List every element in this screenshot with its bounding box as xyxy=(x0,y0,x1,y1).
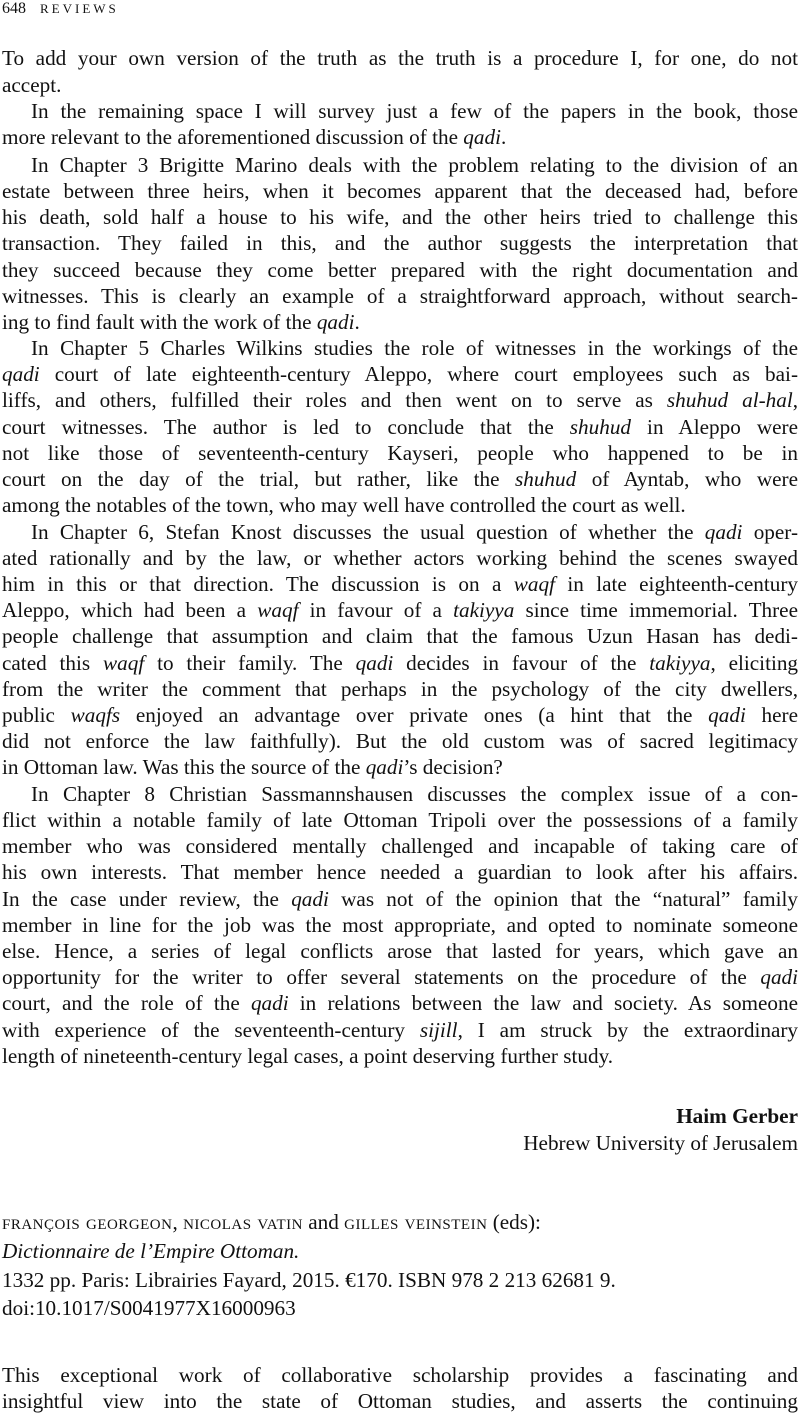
text-line: in Ottoman law. Was this the source of the qadi’s decision? xyxy=(2,755,503,779)
text-line: liffs, and others, fulfilled their roles and then went on to serve as shuhud al-hal, xyxy=(2,388,799,412)
text-line: him in this or that direction. The discussion is on a waqf in late eighteenth-century xyxy=(2,572,798,596)
text-line: In Chapter 6, Stefan Knost discusses the usual question of whether the qadi oper- xyxy=(31,520,798,544)
text-line: court witnesses. The author is led to conclude that the shuhud in Aleppo were xyxy=(2,415,798,439)
text-line: Aleppo, which had been a waqf in favour of a takiyya since time immemorial. Three xyxy=(2,598,798,622)
running-header xyxy=(2,0,119,18)
journal-section: REVIEWS xyxy=(40,1,119,16)
text-line: more relevant to the aforementioned discussion of the qadi. xyxy=(2,125,507,149)
text-line: In Chapter 8 Christian Sassmannshausen discusses the complex issue of a con- xyxy=(31,782,798,806)
doi: doi:10.1017/S0041977X16000963 xyxy=(2,1296,296,1320)
text-line: else. Hence, a series of legal conflicts arose that lasted for years, which gave an xyxy=(2,939,798,963)
text-line: To add your own version of the truth as the truth is a procedure I, for one, do not xyxy=(2,46,798,70)
page-number: 648 xyxy=(2,0,26,17)
text-line: his own interests. That member hence needed a guardian to look after his affairs. xyxy=(2,860,798,884)
book-title: Dictionnaire de l’Empire Ottoman. xyxy=(2,1239,300,1263)
text-line: people challenge that assumption and claim that the famous Uzun Hasan has dedi- xyxy=(2,624,798,648)
text-line: insightful view into the state of Ottoman studies, and asserts the continuing xyxy=(2,1389,798,1413)
text-line: from the writer the comment that perhaps in the psychology of the city dwellers, xyxy=(2,677,798,701)
text-line: court on the day of the trial, but rather, like the shuhud of Ayntab, who were xyxy=(2,467,798,491)
text-line: In Chapter 5 Charles Wilkins studies the role of witnesses in the workings of the xyxy=(31,336,798,360)
text-line: his death, sold half a house to his wife, and the other heirs tried to challenge this xyxy=(2,205,798,229)
text-line: ated rationally and by the law, or whether actors working behind the scenes swayed xyxy=(2,546,798,570)
reviewer-affiliation: Hebrew University of Jerusalem xyxy=(523,1131,798,1155)
text-line: qadi court of late eighteenth-century Aleppo, where court employees such as bai- xyxy=(2,362,798,386)
text-line: did not enforce the law faithfully). But the old custom was of sacred legitimacy xyxy=(2,729,798,753)
reviewer-name: Haim Gerber xyxy=(676,1104,798,1128)
text-line: accept. xyxy=(2,73,62,97)
text-line: flict within a notable family of late Ottoman Tripoli over the possessions of a family xyxy=(2,808,798,832)
text-line: In Chapter 3 Brigitte Marino deals with the problem relating to the division of an xyxy=(31,153,798,177)
text-line: ing to find fault with the work of the qadi. xyxy=(2,310,360,334)
text-line: estate between three heirs, when it becomes apparent that the deceased had, before xyxy=(2,179,798,203)
text-line: This exceptional work of collaborative scholarship provides a fascinating and xyxy=(2,1363,798,1387)
text-line: In the remaining space I will survey just a few of the papers in the book, those xyxy=(31,99,798,123)
text-line: public waqfs enjoyed an advantage over private ones (a hint that the qadi here xyxy=(2,703,798,727)
text-line: court, and the role of the qadi in relations between the law and society. As someone xyxy=(2,991,799,1015)
text-line: opportunity for the writer to offer several statements on the procedure of the qadi xyxy=(2,965,799,989)
text-line: they succeed because they come better prepared with the right documentation and xyxy=(2,258,798,282)
text-line: In the case under review, the qadi was not of the opinion that the “natural” family xyxy=(2,887,798,911)
text-line: with experience of the seventeenth-century sijill, I am struck by the extraordinary xyxy=(2,1018,798,1042)
text-line: member who was considered mentally challenged and incapable of taking care of xyxy=(2,834,798,858)
text-line: transaction. They failed in this, and the author suggests the interpretation that xyxy=(2,231,798,255)
text-line: witnesses. This is clearly an example of a straightforward approach, without search- xyxy=(2,284,798,308)
text-line: not like those of seventeenth-century Kayseri, people who happened to be in xyxy=(2,441,798,465)
text-line: among the notables of the town, who may well have controlled the court as well. xyxy=(2,493,686,517)
book-editors: françois georgeon, nicolas vatin and gilles veinstein (eds): xyxy=(2,1210,541,1234)
text-line: length of nineteenth-century legal cases, a point deserving further study. xyxy=(2,1044,614,1068)
book-publication-details: 1332 pp. Paris: Librairies Fayard, 2015. €170. ISBN 978 2 213 62681 9. xyxy=(2,1268,616,1292)
text-line: member in line for the job was the most appropriate, and opted to nominate someone xyxy=(2,913,798,937)
text-line: cated this waqf to their family. The qadi decides in favour of the takiyya, eliciting xyxy=(2,651,799,675)
